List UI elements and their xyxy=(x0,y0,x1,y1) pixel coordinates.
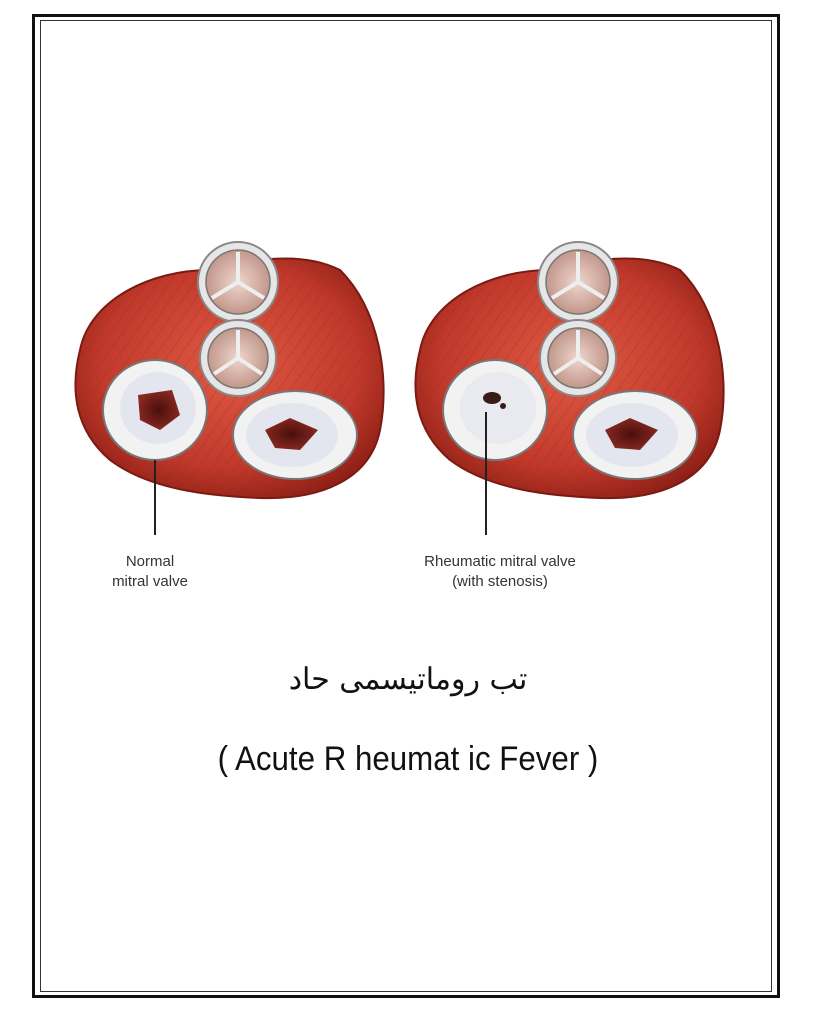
persian-title: تب روماتیسمی حاد xyxy=(288,662,528,697)
normal-tricuspid-valve xyxy=(233,391,357,479)
rheumatic-heart-section xyxy=(415,242,723,535)
stenotic-mitral-valve xyxy=(443,360,547,460)
normal-mitral-valve xyxy=(103,360,207,460)
normal-caption-line2: mitral valve xyxy=(112,573,188,590)
rheumatic-caption-line2: (with stenosis) xyxy=(452,573,548,590)
normal-caption-line1: Normal xyxy=(125,553,175,570)
english-title: ( Acute R heumat ic Fever ) xyxy=(217,740,599,778)
normal-heart-section xyxy=(75,242,383,535)
pulmonary-valve xyxy=(198,242,278,322)
rheumatic-valve-caption xyxy=(390,552,610,592)
aortic-valve xyxy=(200,320,276,396)
aortic-valve xyxy=(540,320,616,396)
normal-valve-caption xyxy=(90,552,210,592)
tricuspid-valve xyxy=(573,391,697,479)
pulmonary-valve xyxy=(538,242,618,322)
rheumatic-caption-line1: Rheumatic mitral valve xyxy=(424,553,576,570)
